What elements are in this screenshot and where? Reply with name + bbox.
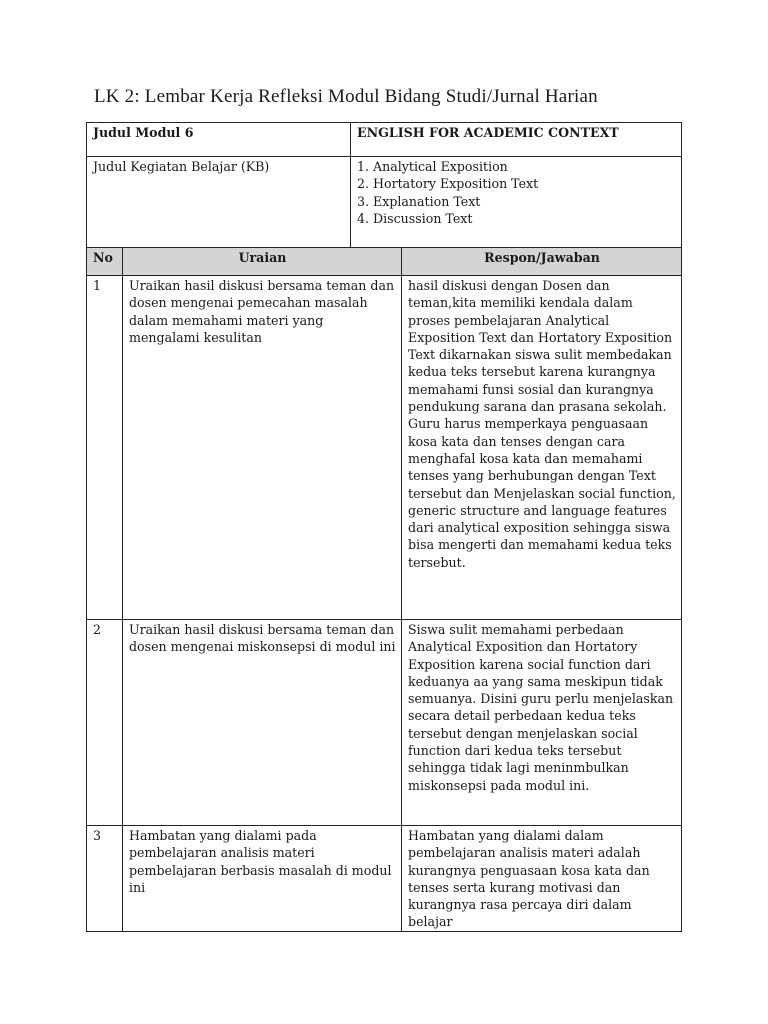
header-no: No bbox=[87, 248, 123, 276]
row-number: 3 bbox=[87, 826, 123, 932]
kegiatan-item: 3. Explanation Text bbox=[357, 193, 481, 209]
row-number: 2 bbox=[87, 620, 123, 826]
kegiatan-item: 4. Discussion Text bbox=[357, 210, 473, 226]
modul-value: ENGLISH FOR ACADEMIC CONTEXT bbox=[351, 123, 682, 157]
table-header-row bbox=[87, 248, 682, 276]
reflection-table bbox=[86, 122, 682, 932]
row-number: 1 bbox=[87, 276, 123, 620]
header-uraian: Uraian bbox=[123, 248, 402, 276]
table-row bbox=[87, 276, 682, 620]
kegiatan-list-cell bbox=[351, 157, 682, 248]
row-uraian: Uraikan hasil diskusi bersama teman dan dosen mengenai pemecahan masalah dalam memahami materi yang mengalami kesulitan bbox=[123, 276, 402, 620]
page-title: LK 2: Lembar Kerja Refleksi Modul Bidang Studi/Jurnal Harian bbox=[94, 86, 598, 107]
row-uraian: Hambatan yang dialami pada pembelajaran analisis materi pembelajaran berbasis masalah di modul ini bbox=[123, 826, 402, 932]
kegiatan-item: 2. Hortatory Exposition Text bbox=[357, 176, 539, 192]
kegiatan-item: 1. Analytical Exposition bbox=[357, 159, 508, 174]
kegiatan-label: Judul Kegiatan Belajar (KB) bbox=[87, 157, 351, 248]
row-respon: Siswa sulit memahami perbedaan Analytical Exposition dan Hortatory Exposition karena social function dari keduanya aa yang sama meskipun tidak semuanya. Disini guru perlu menjelaskan secara detail perbedaan kedua teks tersebut dengan menjelaskan social function dari kedua teks tersebut sehingga tidak lagi meninmbulkan miskonsepsi pada modul ini. bbox=[402, 620, 682, 826]
kegiatan-row bbox=[87, 157, 682, 248]
row-respon: Hambatan yang dialami dalam pembelajaran analisis materi adalah kurangnya penguasaan kosa kata dan tenses serta kurang motivasi dan kurangnya rasa percaya diri dalam belajar bbox=[402, 826, 682, 932]
table-row bbox=[87, 620, 682, 826]
modul-row bbox=[87, 123, 682, 157]
table-row bbox=[87, 826, 682, 932]
row-respon: hasil diskusi dengan Dosen dan teman,kita memiliki kendala dalam proses pembelajaran Analytical Exposition Text dan Hortatory Exposition Text dikarnakan siswa sulit membedakan kedua teks tersebut karena kurangnya memahami funsi sosial dan kurangnya pendukung sarana dan prasana sekolah. Guru harus memperkaya penguasaan kosa kata dan tenses dengan cara menghafal kosa kata dan memahami tenses yang berhubungan dengan Text tersebut dan Menjelaskan social function, generic structure and language features dari analytical exposition sehingga siswa bisa mengerti dan memahami kedua teks tersebut. bbox=[402, 276, 682, 620]
header-respon: Respon/Jawaban bbox=[402, 248, 682, 276]
kegiatan-list bbox=[357, 158, 676, 227]
row-uraian: Uraikan hasil diskusi bersama teman dan dosen mengenai miskonsepsi di modul ini bbox=[123, 620, 402, 826]
modul-label: Judul Modul 6 bbox=[87, 123, 351, 157]
